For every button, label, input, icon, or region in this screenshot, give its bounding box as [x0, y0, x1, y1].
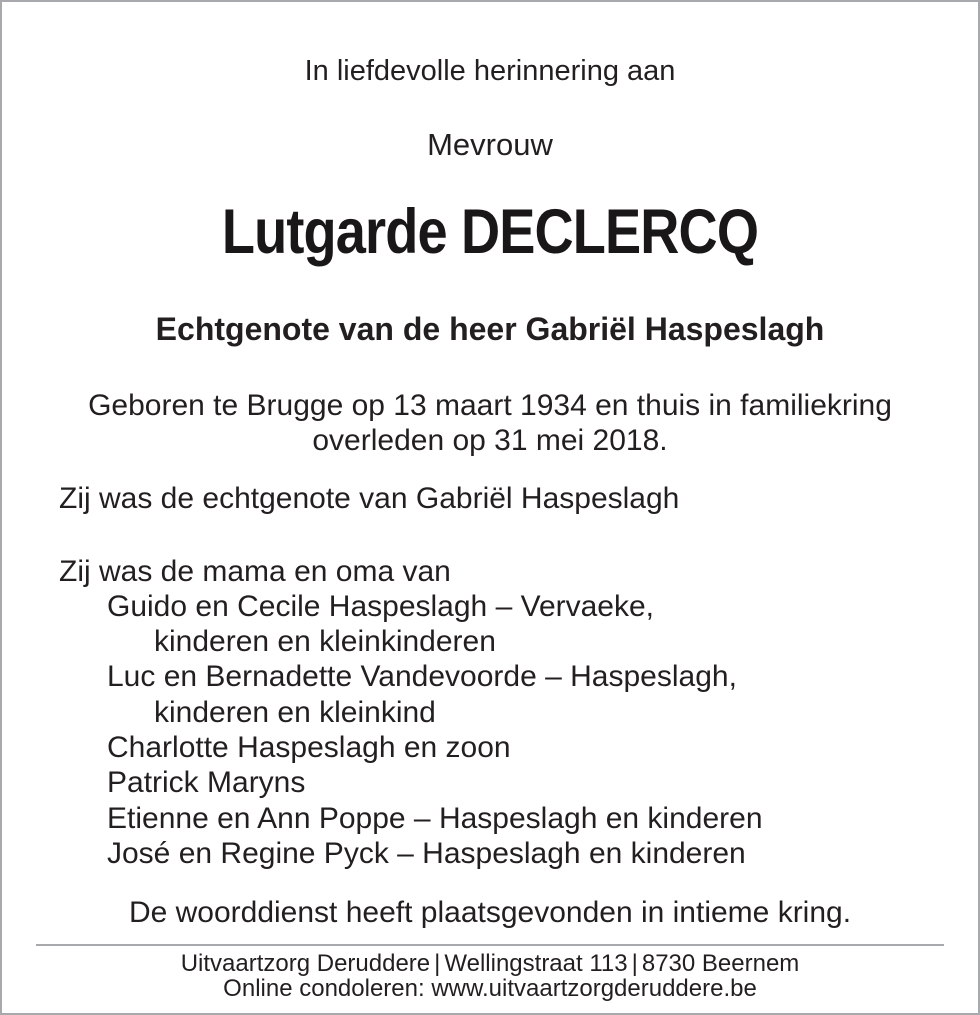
separator: | — [434, 950, 441, 977]
condolence-label: Online condoleren: — [223, 975, 425, 1002]
street-address: Wellingstraat 113 — [444, 950, 628, 977]
funeral-home-address — [0, 950, 980, 978]
closing-text: De woorddienst heeft plaatsgevonden in intieme kring. — [128, 896, 852, 929]
family-member-detail: kinderen en kleinkind — [154, 696, 436, 729]
birth-line: Geboren te Brugge op 13 maart 1934 en thuis in familiekring — [88, 389, 892, 422]
footer-divider — [36, 944, 944, 946]
family-member: José en Regine Pyck – Haspeslagh en kinderen — [107, 837, 746, 870]
family-member: Charlotte Haspeslagh en zoon — [107, 731, 511, 764]
condolence-line — [0, 975, 980, 1003]
spouse-line: Zij was de echtgenote van Gabriël Haspeslagh — [59, 482, 680, 515]
family-intro: Zij was de mama en oma van — [59, 555, 451, 588]
intro-text: In liefdevolle herinnering aan — [304, 55, 676, 87]
family-member: Guido en Cecile Haspeslagh – Vervaeke, — [107, 590, 655, 623]
family-member: Etienne en Ann Poppe – Haspeslagh en kinderen — [107, 802, 763, 835]
deceased-name: Lutgarde DECLERCQ — [221, 197, 759, 267]
separator: | — [631, 950, 638, 977]
family-member: Luc en Bernadette Vandevoorde – Haspeslagh, — [107, 660, 737, 693]
salutation: Mevrouw — [427, 127, 553, 162]
funeral-home-name: Uitvaartzorg Deruddere — [180, 950, 431, 977]
spouse-title: Echtgenote van de heer Gabriël Haspeslagh — [155, 311, 825, 347]
city-address: 8730 Beernem — [641, 950, 800, 977]
website-link[interactable]: www.uitvaartzorgderuddere.be — [431, 975, 757, 1002]
death-line: overleden op 31 mei 2018. — [312, 424, 668, 457]
family-member-detail: kinderen en kleinkinderen — [154, 625, 496, 658]
family-member: Patrick Maryns — [107, 766, 306, 799]
